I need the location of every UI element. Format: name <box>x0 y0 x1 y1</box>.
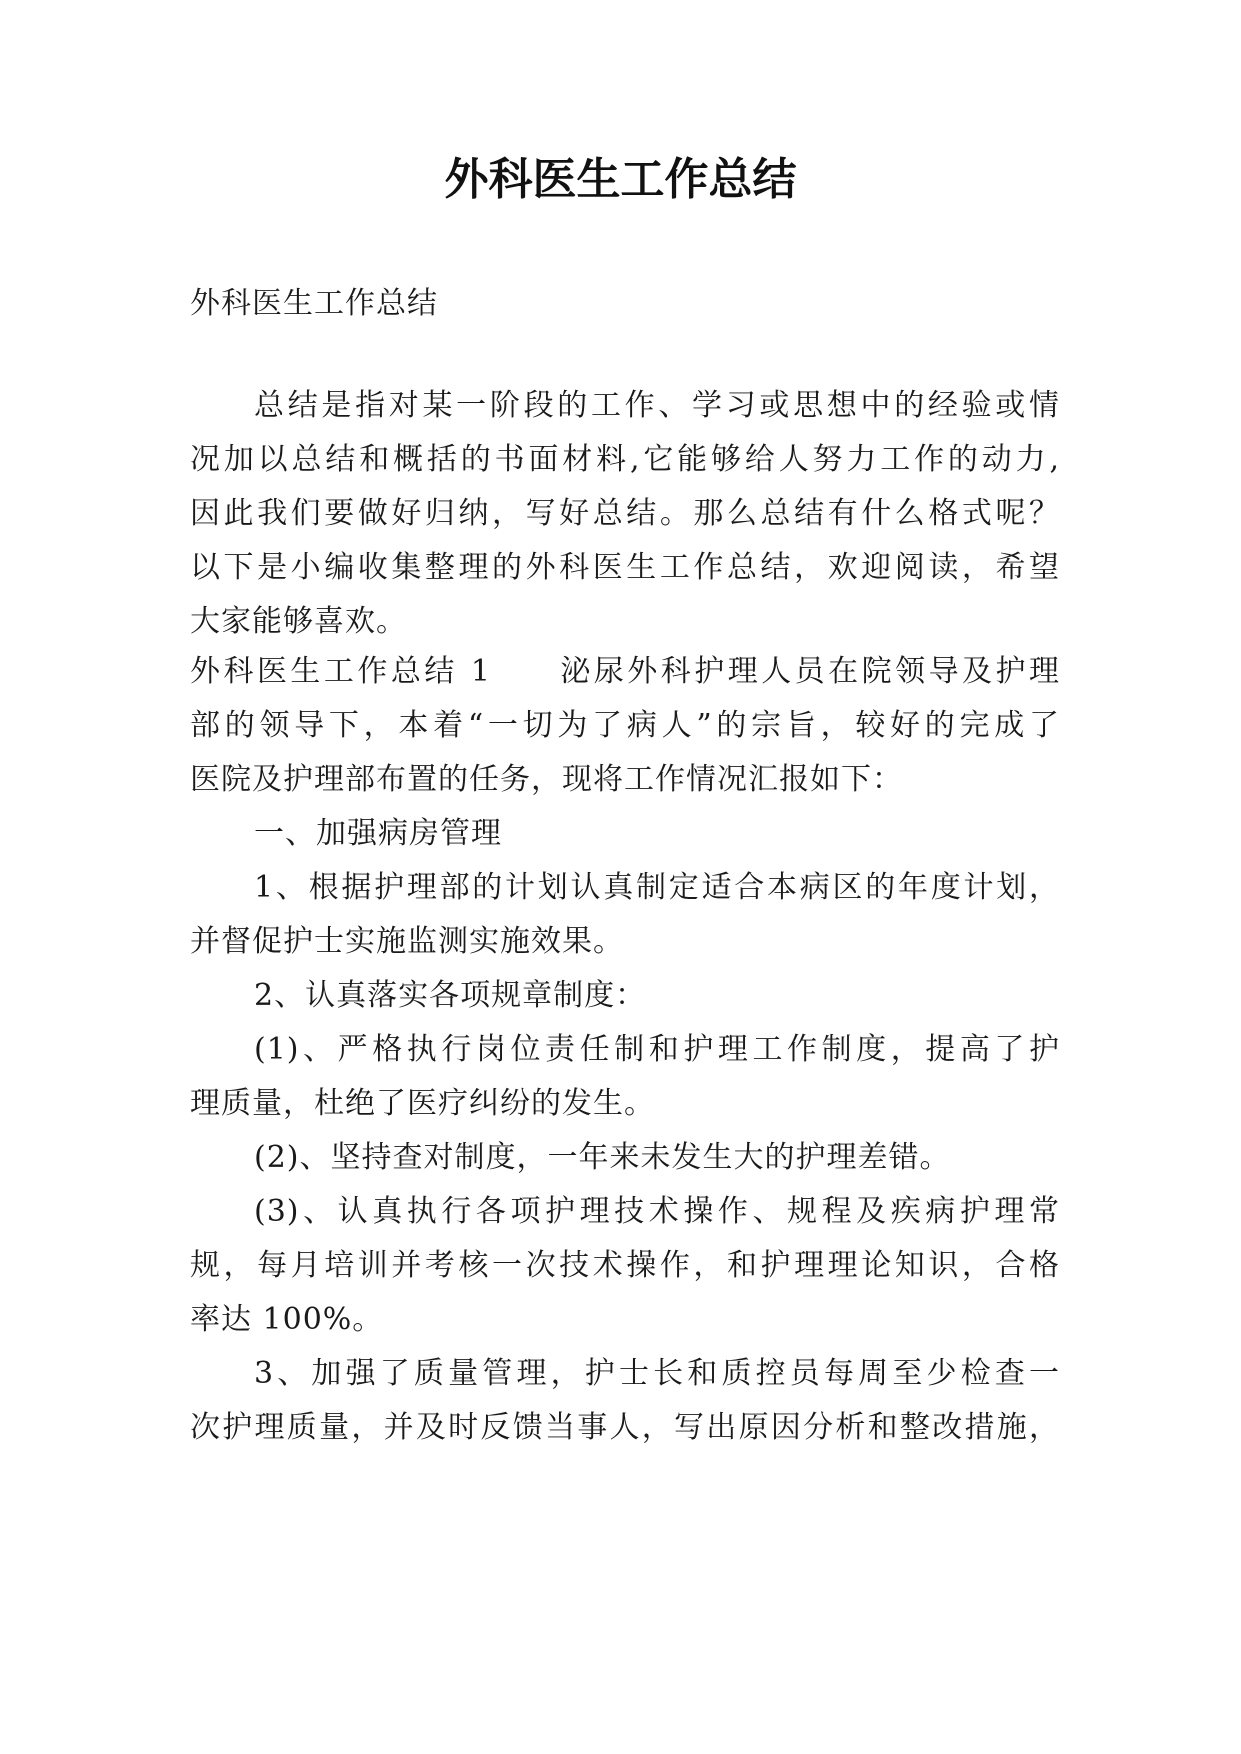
paragraph-line: (1)、严格执行岗位责任制和护理工作制度，提高了护 <box>254 1032 1060 1067</box>
subtitle-line: 外科医生工作总结 <box>190 286 438 321</box>
document-title: 外科医生工作总结 <box>444 154 797 205</box>
paragraph-line: 并督促护士实施监测实施效果。 <box>190 924 624 959</box>
paragraph-line: 1、根据护理部的计划认真制定适合本病区的年度计划， <box>254 870 1060 905</box>
paragraph-line: 2、认真落实各项规章制度： <box>254 978 647 1013</box>
paragraph-line: 规，每月培训并考核一次技术操作，和护理理论知识，合格 <box>190 1248 1060 1283</box>
paragraph-line: 况加以总结和概括的书面材料,它能够给人努力工作的动力, <box>190 442 1060 477</box>
paragraph-line: 以下是小编收集整理的外科医生工作总结，欢迎阅读，希望 <box>190 550 1060 585</box>
paragraph-line: 率达 100%。 <box>190 1302 384 1337</box>
paragraph-line: 医院及护理部布置的任务，现将工作情况汇报如下： <box>190 762 903 797</box>
paragraph-line: 总结是指对某一阶段的工作、学习或思想中的经验或情 <box>254 388 1060 423</box>
paragraph-line: (3)、认真执行各项护理技术操作、规程及疾病护理常 <box>254 1194 1060 1229</box>
paragraph-line: 次护理质量，并及时反馈当事人，写出原因分析和整改措施， <box>190 1410 1060 1445</box>
paragraph-line: 理质量，杜绝了医疗纠纷的发生。 <box>190 1086 655 1121</box>
paragraph-line: 3、加强了质量管理，护士长和质控员每周至少检查一 <box>254 1356 1060 1391</box>
paragraph-line: 大家能够喜欢。 <box>190 604 407 639</box>
paragraph-line: 外科医生工作总结 1 泌尿外科护理人员在院领导及护理 <box>190 654 1060 689</box>
paragraph-line: 部的领导下，本着“一切为了病人”的宗旨，较好的完成了 <box>190 708 1060 743</box>
paragraph-line: 因此我们要做好归纳，写好总结。那么总结有什么格式呢？ <box>190 496 1060 531</box>
section-heading: 一、加强病房管理 <box>254 816 502 851</box>
paragraph-line: (2)、坚持查对制度，一年来未发生大的护理差错。 <box>254 1140 951 1175</box>
